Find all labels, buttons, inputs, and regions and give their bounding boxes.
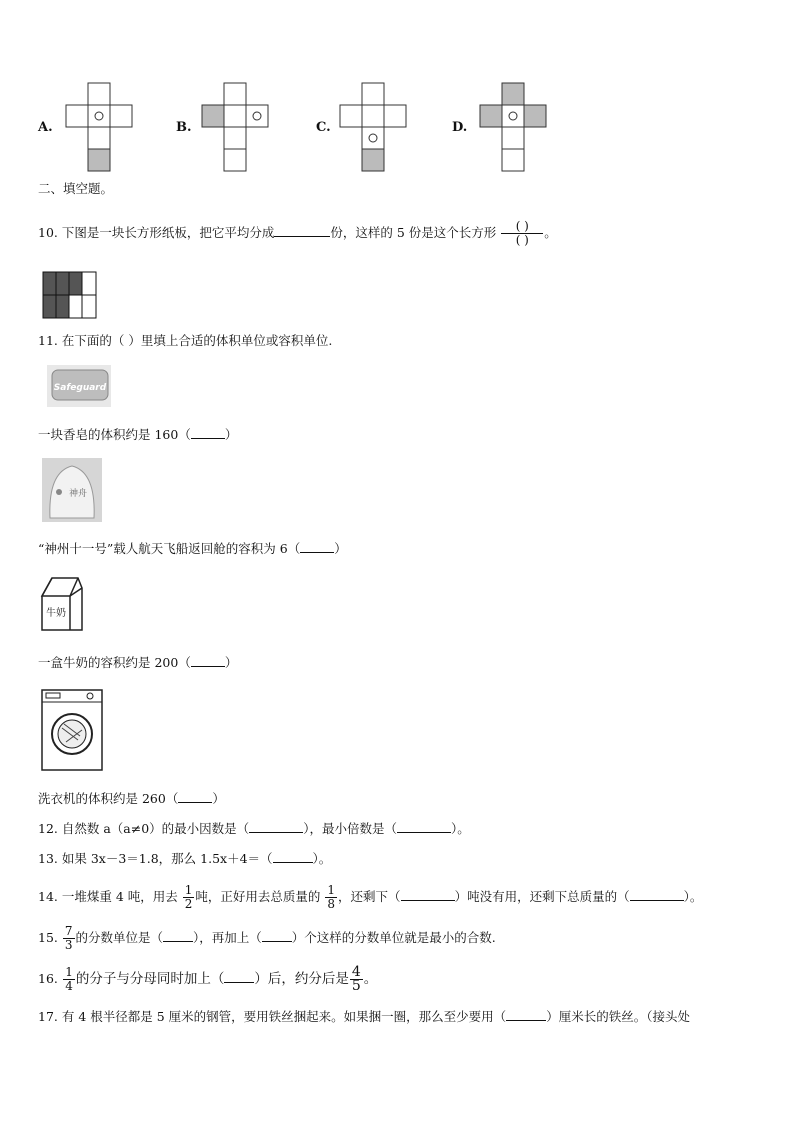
q15-fraction (63, 925, 75, 952)
soap-image (46, 364, 112, 408)
option-d-net (478, 82, 550, 174)
q11-milk-close: ） (224, 655, 238, 670)
q11-washer-close: ） (212, 791, 225, 806)
rectangle-grid (42, 271, 98, 321)
option-b-label: B. (176, 120, 192, 135)
q11-soap-line (38, 426, 237, 444)
q14-text-1: 一堆煤重 4 吨，用去 (61, 889, 178, 904)
q16-end: 。 (363, 971, 378, 987)
q11-capsule-line (38, 540, 347, 558)
option-a-net (64, 82, 136, 174)
q14-text-3: ，还剩下（ (338, 889, 401, 904)
q12-number: 12. (38, 821, 58, 836)
capsule-image (42, 458, 102, 522)
q15-frac-den: 3 (64, 938, 73, 952)
milk-carton-image (38, 576, 92, 634)
question-15 (38, 922, 496, 956)
q15-text-3: ）个这样的分数单位就是最小的合数. (291, 930, 496, 945)
q16-frac2-den: 5 (351, 978, 361, 994)
q16-text-2: ）后，约分后是 (254, 971, 349, 987)
q11-number: 11. (38, 333, 58, 348)
q15-blank-2[interactable] (262, 929, 292, 942)
q15-blank-1[interactable] (163, 929, 193, 942)
option-c-label: C. (316, 120, 331, 135)
option-b-net (200, 82, 272, 174)
q11-capsule-close: ） (334, 541, 347, 556)
q11-capsule-blank[interactable] (300, 540, 334, 553)
q10-frac-num[interactable]: ( ) (501, 220, 543, 234)
q14-frac2-den: 8 (327, 897, 336, 911)
q12-text-2: ），最小倍数是（ (303, 821, 397, 836)
q11-capsule-text: “神州十一号”载人航天飞船返回舱的容积为 6（ (38, 541, 301, 556)
q14-fraction-1 (183, 884, 195, 911)
q11-washer-line (38, 790, 225, 808)
option-c-net (338, 82, 410, 174)
question-17 (38, 1008, 690, 1026)
q16-frac1-num: 1 (65, 965, 73, 979)
q14-text-4: ）吨没有用，还剩下总质量的（ (454, 889, 630, 904)
q10-fraction (501, 220, 543, 247)
capsule-label: 神舟 (68, 489, 88, 499)
q10-text-1: 下图是一块长方形纸板，把它平均分成 (61, 225, 275, 240)
question-13 (38, 850, 331, 868)
option-a-label: A. (38, 120, 53, 135)
q12-text-1: 自然数 a（a≠0）的最小因数是（ (61, 821, 250, 836)
q16-frac2-num: 4 (351, 964, 361, 980)
q14-frac2-num: 1 (327, 883, 336, 897)
q12-blank-1[interactable] (249, 820, 303, 833)
q14-blank-2[interactable] (630, 888, 684, 901)
q10-end: 。 (544, 225, 557, 240)
q16-blank[interactable] (224, 970, 254, 983)
q11-soap-blank[interactable] (191, 426, 225, 439)
q14-fraction-2 (325, 884, 337, 911)
q13-text-1: 如果 3x－3＝1.8，那么 1.5x＋4＝（ (61, 851, 273, 866)
q17-blank[interactable] (506, 1008, 546, 1021)
q11-washer-text: 洗衣机的体积约是 260（ (38, 791, 179, 806)
q11-milk-line (38, 654, 237, 672)
q15-number: 15. (38, 930, 58, 945)
q12-text-3: ）。 (450, 821, 470, 836)
q14-text-5: ）。 (683, 889, 703, 904)
q14-number: 14. (38, 889, 58, 904)
question-11 (38, 332, 332, 350)
q11-text: 在下面的（ ）里填上合适的体积单位或容积单位. (61, 333, 333, 348)
q11-milk-blank[interactable] (191, 654, 225, 667)
q15-text-2: ），再加上（ (193, 930, 262, 945)
question-14 (38, 880, 702, 916)
q16-text-1: 的分子与分母同时加上（ (75, 971, 225, 987)
q17-text-1: 有 4 根半径都是 5 厘米的钢管，要用铁丝捆起来。如果捆一圈，那么至少要用（ (61, 1009, 507, 1024)
q15-text-1: 的分数单位是（ (75, 930, 164, 945)
washing-machine-image (40, 688, 104, 772)
q17-text-2: ）厘米长的铁丝。（接头处 (546, 1009, 690, 1024)
q16-frac1-den: 4 (65, 979, 73, 993)
q16-fraction-2 (350, 966, 363, 993)
q16-number: 16. (38, 971, 58, 986)
section-title: 二、填空题。 (38, 181, 114, 196)
soap-brand: Safeguard (53, 383, 107, 393)
q10-text-2: 份，这样的 5 份是这个长方形 (330, 225, 497, 240)
milk-label: 牛奶 (46, 608, 66, 619)
q14-text-2: 吨，正好用去总质量的 (195, 889, 321, 904)
q11-washer-blank[interactable] (178, 790, 212, 803)
q11-soap-close: ） (224, 427, 238, 442)
q14-blank-1[interactable] (401, 888, 455, 901)
q15-frac-num: 7 (64, 924, 73, 938)
q11-soap-text: 一块香皂的体积约是 160（ (38, 427, 191, 442)
q10-frac-den[interactable]: ( ) (515, 233, 529, 247)
q10-number: 10. (38, 225, 58, 240)
q16-fraction-1 (63, 966, 75, 993)
q11-milk-text: 一盒牛奶的容积约是 200（ (38, 655, 191, 670)
q10-blank[interactable] (274, 224, 330, 237)
q13-text-2: ）。 (312, 851, 332, 866)
q13-blank[interactable] (273, 850, 313, 863)
q13-number: 13. (38, 851, 58, 866)
q17-number: 17. (38, 1009, 58, 1024)
question-12 (38, 820, 470, 838)
question-16 (38, 962, 377, 998)
option-d-label: D. (452, 120, 468, 135)
q14-frac1-num: 1 (184, 883, 193, 897)
q12-blank-2[interactable] (397, 820, 451, 833)
q14-frac1-den: 2 (184, 897, 193, 911)
question-10 (38, 218, 557, 252)
